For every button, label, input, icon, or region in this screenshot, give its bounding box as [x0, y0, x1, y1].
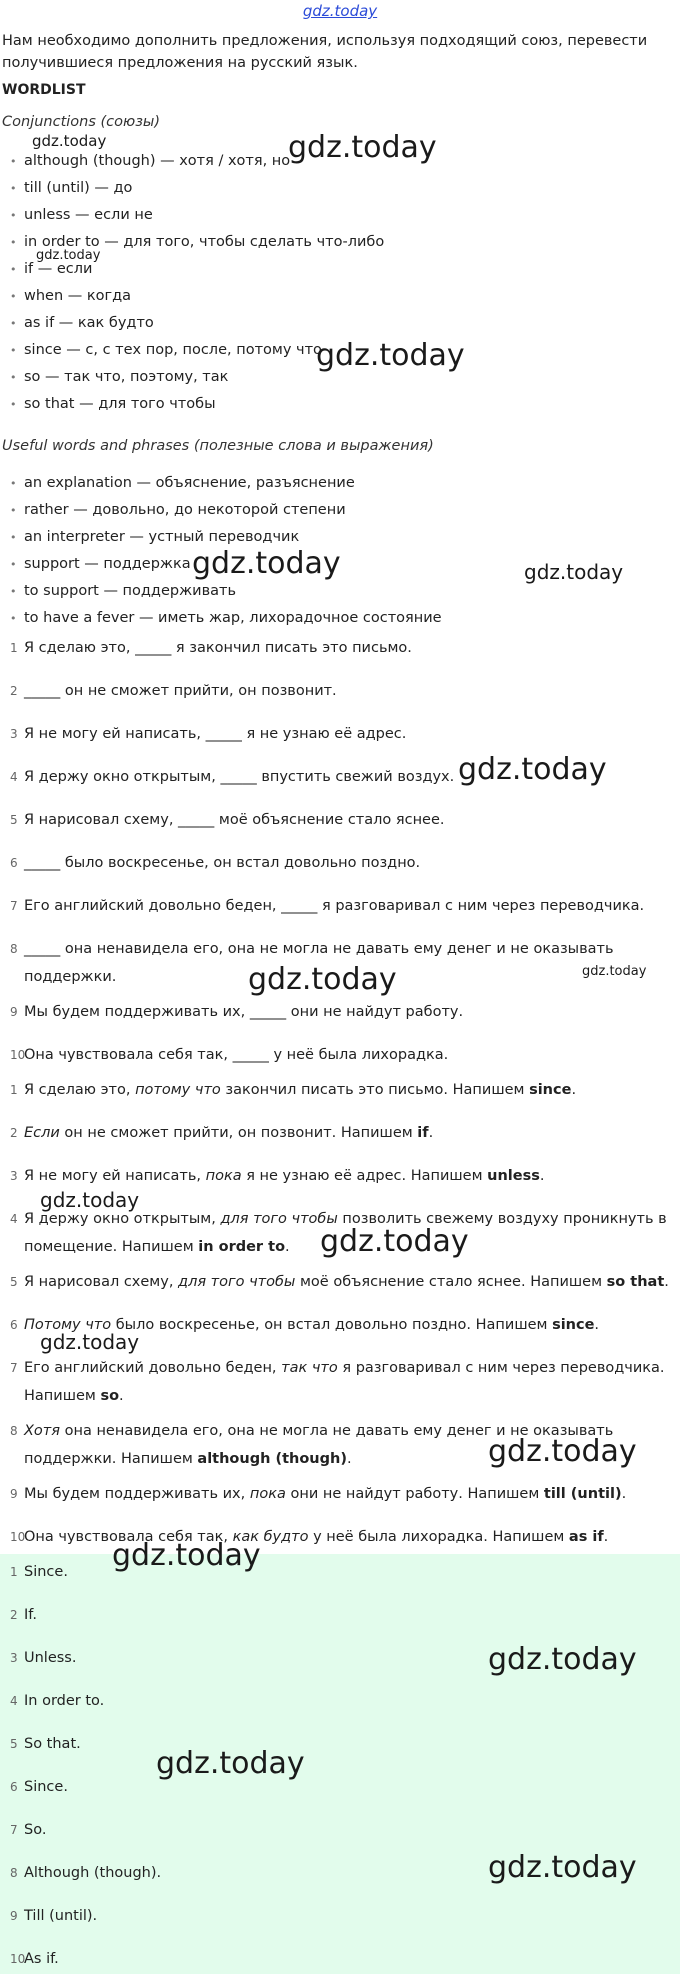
- list-item: • if — если: [10, 256, 384, 283]
- answer-text: Since.: [24, 1779, 68, 1795]
- answer-text: So that.: [24, 1736, 81, 1752]
- task-text: Я нарисовал схему, _____ моё объяснение стало яснее.: [24, 812, 445, 828]
- answer-item: [0, 1902, 680, 1945]
- item-number: 6: [10, 856, 18, 870]
- task-text: Я не могу ей написать, _____ я не узнаю её адрес.: [24, 726, 407, 742]
- watermark: gdz.today: [32, 132, 107, 150]
- list-item: • so — так что, поэтому, так: [10, 364, 384, 391]
- list-item: • as if — как будто: [10, 310, 384, 337]
- conjunctions-list: [10, 148, 384, 418]
- item-number: 2: [10, 684, 18, 698]
- item-number: 9: [10, 1909, 18, 1923]
- answer-text: In order to.: [24, 1693, 105, 1709]
- task-text: Его английский довольно беден, _____ я разговаривал с ним через переводчика.: [24, 898, 645, 914]
- list-item: • till (until) — до: [10, 175, 384, 202]
- task-text: _____ она ненавидела его, она не могла не давать ему денег и не оказывать поддержки.: [24, 941, 614, 985]
- watermark: gdz.today: [316, 338, 465, 373]
- task-item: [0, 892, 680, 935]
- explanation-item: [0, 1480, 680, 1523]
- explanation-text: Я не могу ей написать, пока я не узнаю её адрес. Напишем unless.: [24, 1168, 545, 1184]
- item-number: 3: [10, 1651, 18, 1665]
- list-item: • when — когда: [10, 283, 384, 310]
- list-item: • although (though) — хотя / хотя, но: [10, 148, 384, 175]
- item-number: 3: [10, 727, 18, 741]
- conjunctions-heading: Conjunctions (союзы): [2, 114, 161, 130]
- list-item: • unless — если не: [10, 202, 384, 229]
- item-number: 7: [10, 1361, 18, 1375]
- explanation-text: Хотя она ненавидела его, она не могла не давать ему денег и не оказывать поддержки. Напишем although (though).: [24, 1423, 614, 1467]
- watermark: gdz.today: [192, 546, 341, 581]
- item-number: 4: [10, 1694, 18, 1708]
- watermark: gdz.today: [248, 962, 397, 997]
- task-item: [0, 849, 680, 892]
- task-item: [0, 634, 680, 677]
- explanation-item: [0, 1268, 680, 1311]
- answer-item: [0, 1945, 680, 1974]
- item-number: 9: [10, 1487, 18, 1501]
- task-item: [0, 998, 680, 1041]
- explanation-text: Его английский довольно беден, так что я разговаривал с ним через переводчика. Напишем so.: [24, 1360, 665, 1404]
- item-number: 1: [10, 1083, 18, 1097]
- list-item: • support — поддержка: [10, 551, 442, 578]
- item-number: 2: [10, 1126, 18, 1140]
- watermark: gdz.today: [320, 1224, 469, 1259]
- answer-text: Although (though).: [24, 1865, 162, 1881]
- task-text: _____ было воскресенье, он встал довольно поздно.: [24, 855, 421, 871]
- item-number: 8: [10, 1424, 18, 1438]
- answer-item: [0, 1687, 680, 1730]
- answer-item: [0, 1730, 680, 1773]
- watermark: gdz.today: [488, 1642, 637, 1677]
- answer-text: Since.: [24, 1564, 68, 1580]
- explanation-item: [0, 1076, 680, 1119]
- explanation-text: Я сделаю это, потому что закончил писать это письмо. Напишем since.: [24, 1082, 577, 1098]
- item-number: 8: [10, 1866, 18, 1880]
- answer-text: If.: [24, 1607, 37, 1623]
- list-item: • rather — довольно, до некоторой степени: [10, 497, 442, 524]
- watermark: gdz.today: [488, 1434, 637, 1469]
- item-number: 9: [10, 1005, 18, 1019]
- list-item: • since — с, с тех пор, после, потому что: [10, 337, 384, 364]
- wordlist-heading: WORDLIST: [2, 82, 86, 98]
- watermark: gdz.today: [458, 752, 607, 787]
- watermark: gdz.today: [524, 560, 624, 584]
- item-number: 5: [10, 1275, 18, 1289]
- answer-text: Till (until).: [24, 1908, 98, 1924]
- list-item: • to have a fever — иметь жар, лихорадочное состояние: [10, 605, 442, 632]
- item-number: 2: [10, 1608, 18, 1622]
- answer-list: [0, 1558, 680, 1974]
- answer-item: [0, 1558, 680, 1601]
- list-item: • an explanation — объяснение, разъяснение: [10, 470, 442, 497]
- explanation-list: [0, 1076, 680, 1566]
- item-number: 8: [10, 942, 18, 956]
- item-number: 7: [10, 899, 18, 913]
- item-number: 3: [10, 1169, 18, 1183]
- watermark: gdz.today: [40, 1188, 140, 1212]
- task-sentences: [0, 634, 680, 1084]
- list-item: • so that — для того чтобы: [10, 391, 384, 418]
- watermark: gdz.today: [112, 1538, 261, 1573]
- item-number: 6: [10, 1780, 18, 1794]
- item-number: 10: [10, 1530, 26, 1544]
- explanation-item: [0, 1119, 680, 1162]
- item-number: 10: [10, 1952, 26, 1966]
- explanation-item: [0, 1354, 680, 1417]
- watermark: gdz.today: [156, 1746, 305, 1781]
- answer-item: [0, 1773, 680, 1816]
- watermark: gdz.today: [288, 130, 437, 165]
- explanation-text: Я держу окно открытым, для того чтобы позволить свежему воздуху проникнуть в помещение. Напишем in order to.: [24, 1211, 667, 1255]
- list-item: • to support — поддерживать: [10, 578, 442, 605]
- explanation-text: Я нарисовал схему, для того чтобы моё объяснение стало яснее. Напишем so that.: [24, 1274, 669, 1290]
- item-number: 6: [10, 1318, 18, 1332]
- watermark: gdz.today: [488, 1850, 637, 1885]
- list-item: • an interpreter — устный переводчик: [10, 524, 442, 551]
- answer-text: As if.: [24, 1951, 59, 1967]
- explanation-text: Потому что было воскресенье, он встал довольно поздно. Напишем since.: [24, 1317, 600, 1333]
- task-item: [0, 806, 680, 849]
- explanation-text: Она чувствовала себя так, как будто у неё была лихорадка. Напишем as if.: [24, 1529, 609, 1545]
- item-number: 4: [10, 770, 18, 784]
- item-number: 5: [10, 813, 18, 827]
- task-item: [0, 677, 680, 720]
- task-text: Я сделаю это, _____ я закончил писать это письмо.: [24, 640, 412, 656]
- item-number: 10: [10, 1048, 26, 1062]
- task-text: Она чувствовала себя так, _____ у неё была лихорадка.: [24, 1047, 449, 1063]
- explanation-text: Если он не сможет прийти, он позвонит. Напишем if.: [24, 1125, 434, 1141]
- answer-text: So.: [24, 1822, 47, 1838]
- watermark: gdz.today: [40, 1330, 140, 1354]
- item-number: 1: [10, 1565, 18, 1579]
- item-number: 7: [10, 1823, 18, 1837]
- watermark: gdz.today: [582, 964, 647, 979]
- item-number: 1: [10, 641, 18, 655]
- task-text: Я держу окно открытым, _____ впустить свежий воздух.: [24, 769, 455, 785]
- answer-item: [0, 1601, 680, 1644]
- task-text: _____ он не сможет прийти, он позвонит.: [24, 683, 337, 699]
- list-item: • in order to — для того, чтобы сделать что-либо: [10, 229, 384, 256]
- explanation-text: Мы будем поддерживать их, пока они не найдут работу. Напишем till (until).: [24, 1486, 627, 1502]
- task-text: Мы будем поддерживать их, _____ они не найдут работу.: [24, 1004, 464, 1020]
- task-instructions: Нам необходимо дополнить предложения, используя подходящий союз, перевести получившиеся предложения на русский язык.: [2, 33, 648, 71]
- answer-text: Unless.: [24, 1650, 77, 1666]
- phrases-heading: Useful words and phrases (полезные слова и выражения): [2, 438, 434, 454]
- item-number: 5: [10, 1737, 18, 1751]
- item-number: 4: [10, 1212, 18, 1226]
- site-link[interactable]: gdz.today: [302, 2, 378, 20]
- watermark: gdz.today: [36, 248, 101, 263]
